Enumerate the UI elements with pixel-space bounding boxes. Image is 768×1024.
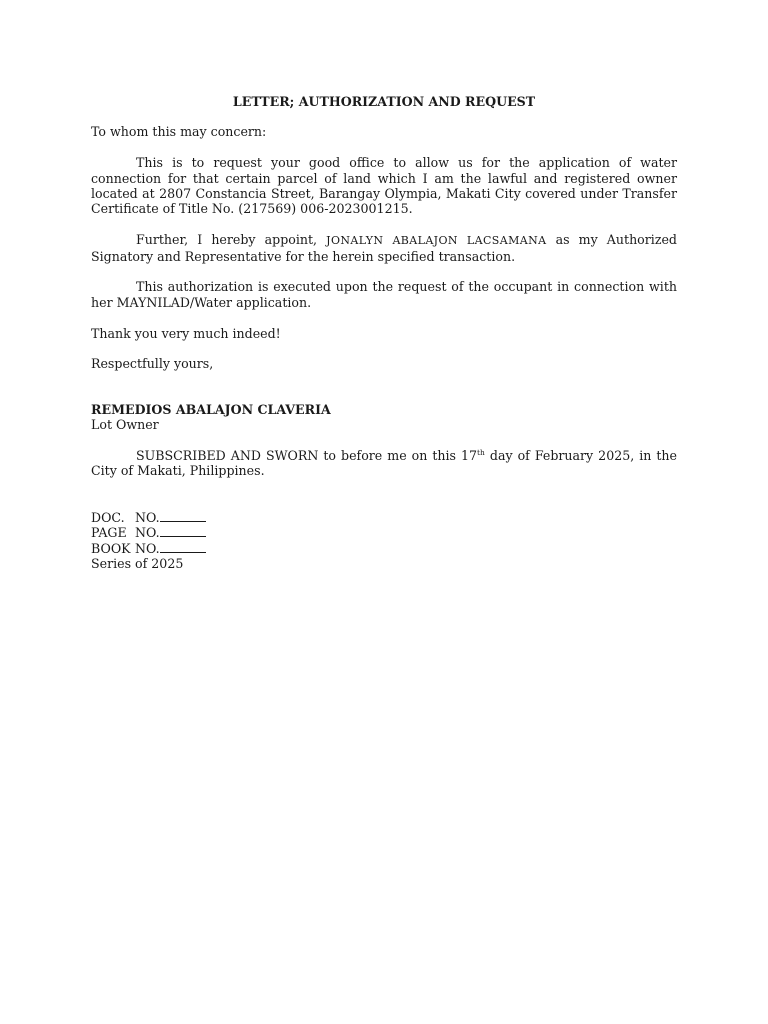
- appointee-name: JONALYN ABALAJON LACSAMANA: [326, 234, 547, 248]
- jurat-ordinal-suffix: th: [477, 447, 485, 457]
- signer-name: REMEDIOS ABALAJON CLAVERIA: [91, 401, 331, 417]
- notary-row-book: [91, 541, 677, 556]
- closing-line: Respectfully yours,: [91, 356, 214, 372]
- notary-field: NO.: [135, 509, 160, 525]
- jurat-text-before: SUBSCRIBED AND SWORN to before me on this 17: [136, 448, 478, 464]
- notary-label: PAGE: [91, 525, 127, 541]
- salutation: To whom this may concern:: [91, 124, 267, 140]
- appointment-text-before: Further, I hereby appoint,: [136, 232, 318, 248]
- notary-entries: [91, 510, 677, 572]
- notary-blank-line: [160, 510, 206, 522]
- notary-label: DOC.: [91, 509, 125, 525]
- letter-title: LETTER; AUTHORIZATION AND REQUEST: [232, 94, 536, 109]
- notary-blank-line: [160, 525, 206, 537]
- notary-field: NO.: [135, 540, 160, 556]
- appointment-text-after: as my Authorized Signatory and Representative for the herein specified transaction.: [91, 232, 677, 264]
- notary-label: BOOK: [91, 540, 131, 556]
- jurat-paragraph: [91, 448, 677, 479]
- authorization-paragraph: This authorization is executed upon the request of the occupant in connection with her MAYNILAD/Water application.: [91, 279, 677, 310]
- letter-body: [91, 94, 677, 571]
- signer-role: Lot Owner: [91, 417, 159, 433]
- thanks-line: Thank you very much indeed!: [91, 325, 281, 341]
- notary-row-doc: [91, 510, 677, 525]
- appointment-paragraph: [91, 232, 677, 264]
- notary-series: Series of 2025: [91, 556, 184, 572]
- request-paragraph: This is to request your good office to allow us for the application of water connection for that certain parcel of land which I am the lawful and registered owner located at 2807 Constancia Street, Barangay Olympia, Makati City covered under Transfer Certificate of Title No. (217569) 006-2023001215.: [91, 155, 677, 217]
- notary-row-page: [91, 525, 677, 540]
- jurat-text-after: day of February 2025, in the City of Makati, Philippines.: [91, 448, 677, 479]
- notary-blank-line: [160, 541, 206, 553]
- notary-field: NO.: [135, 525, 160, 541]
